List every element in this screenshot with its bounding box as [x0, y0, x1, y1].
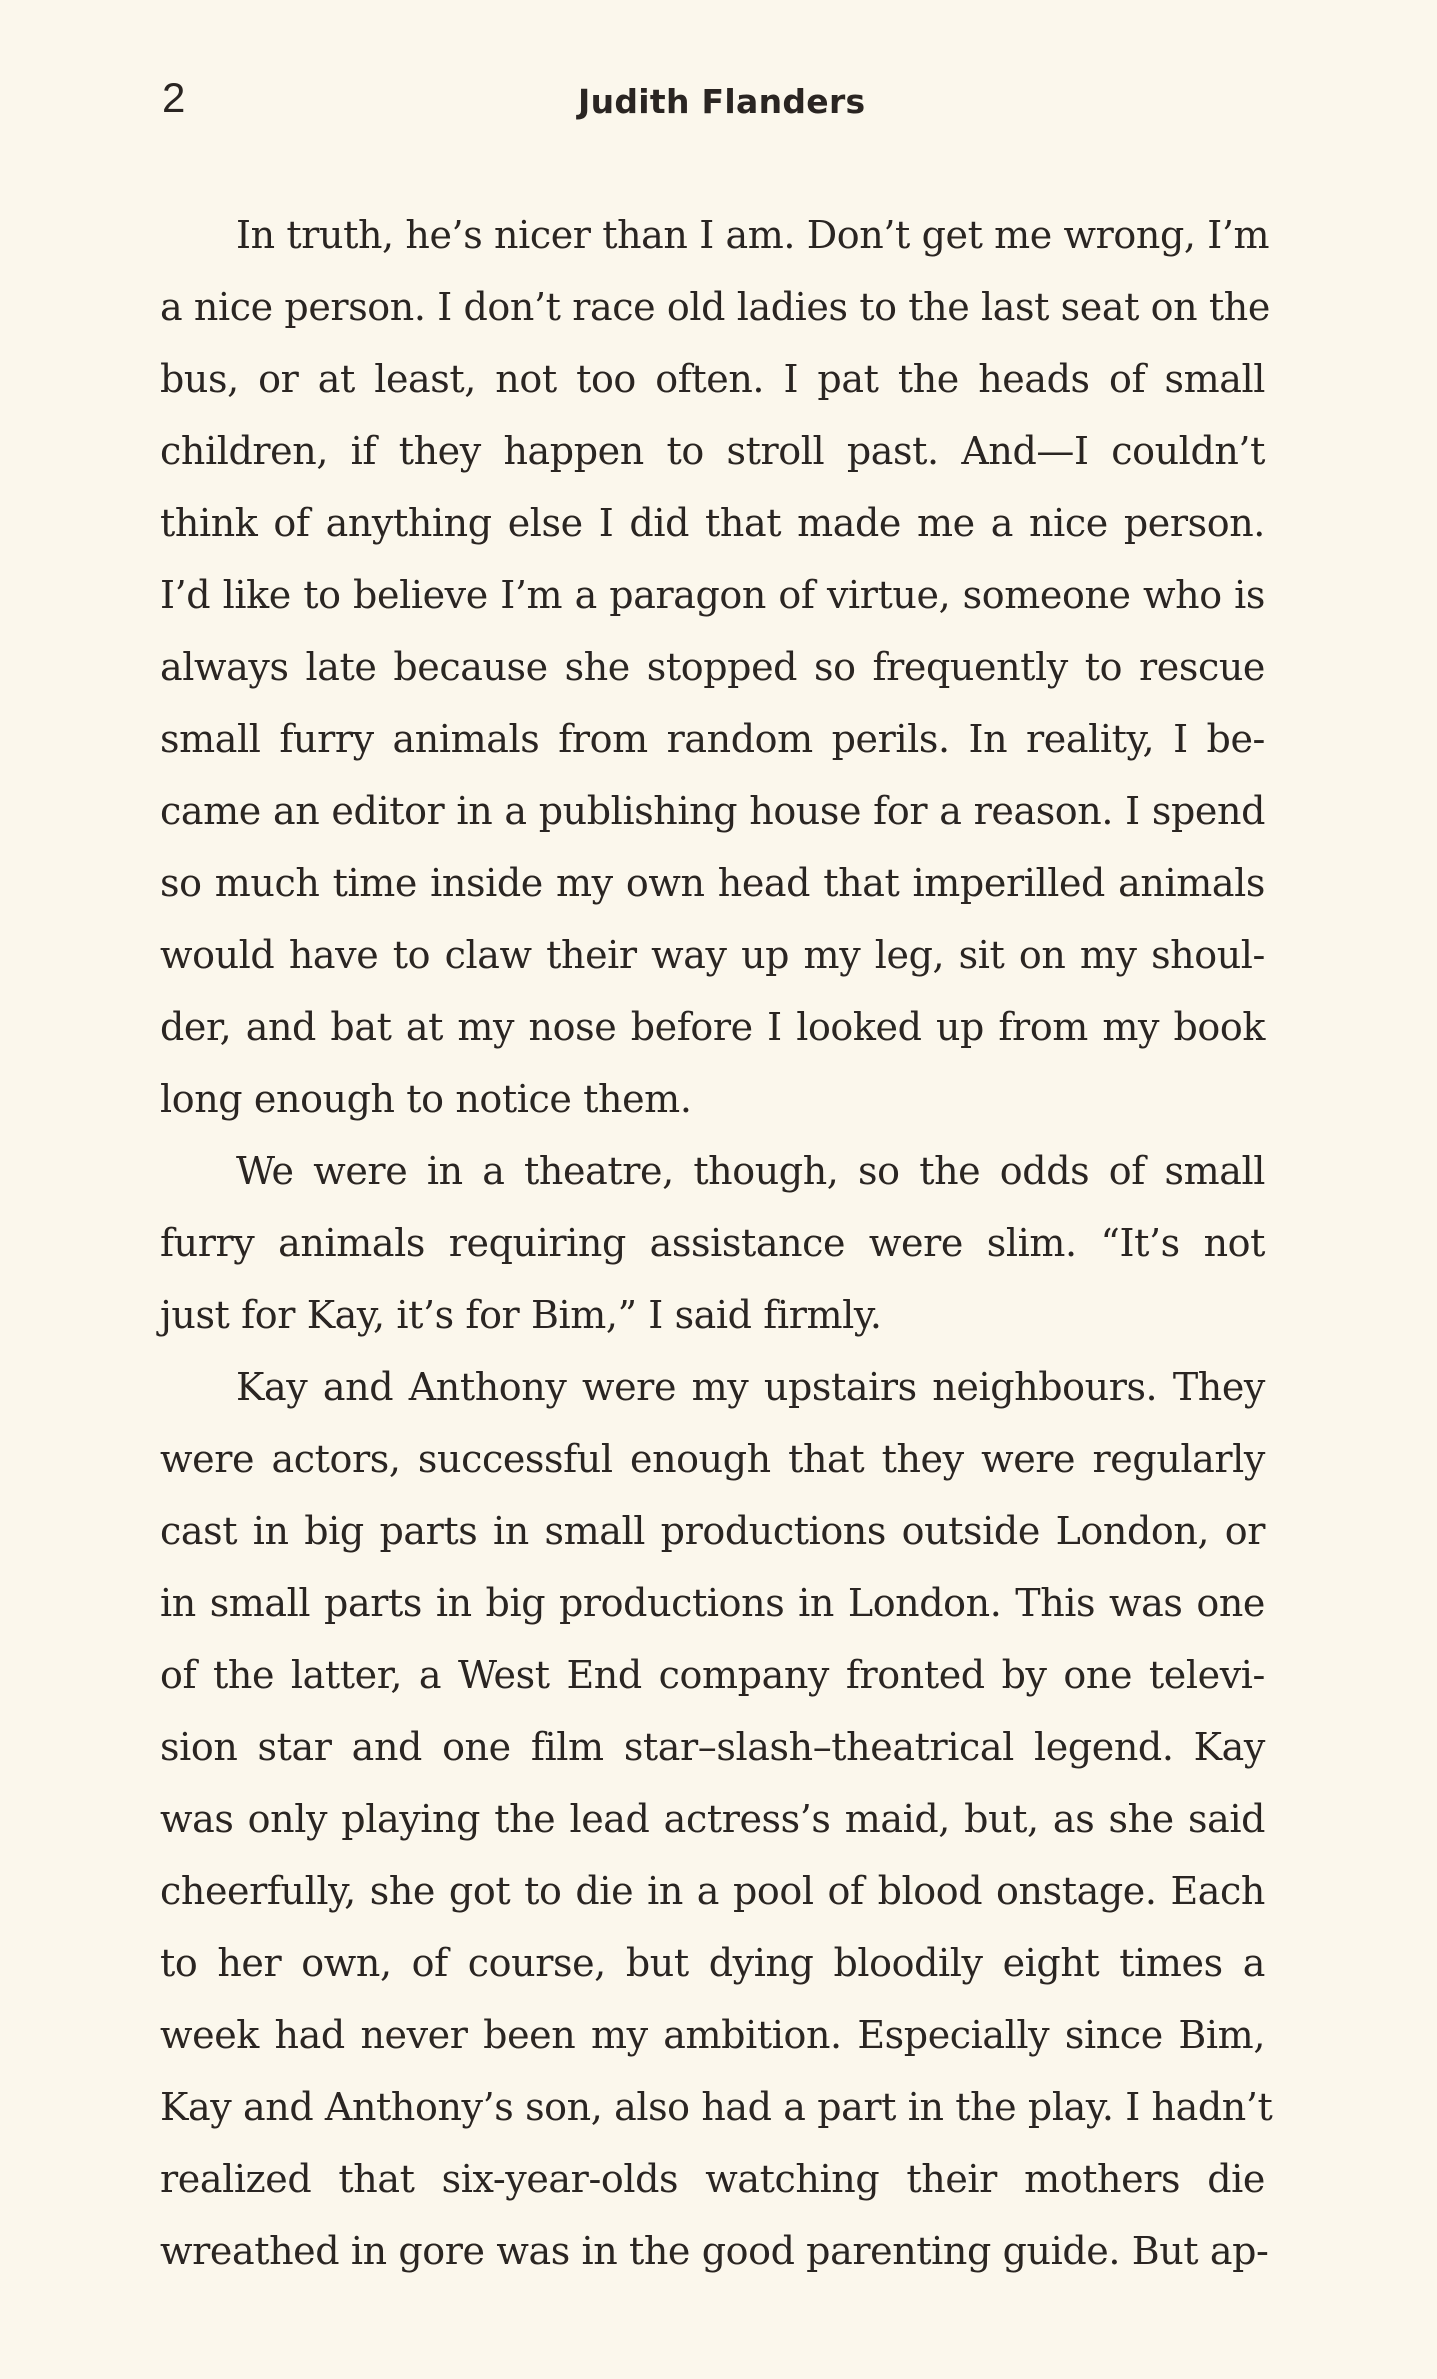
text-line: We were in a theatre, though, so the odds of small — [236, 1149, 1265, 1193]
text-line: realized that six-year-olds watching their mothers die — [160, 2157, 1265, 2201]
text-line: children, if they happen to stroll past. And—I couldn’t — [160, 429, 1265, 473]
text-line: small furry animals from random perils. In reality, I be- — [160, 717, 1265, 761]
text-line: came an editor in a publishing house for a reason. I spend — [160, 789, 1265, 833]
text-line: cheerfully, she got to die in a pool of blood onstage. Each — [160, 1869, 1265, 1913]
text-line: so much time inside my own head that imperilled animals — [160, 861, 1265, 905]
text-line: In truth, he’s nicer than I am. Don’t get me wrong, I’m — [236, 213, 1270, 257]
text-line: always late because she stopped so frequently to rescue — [160, 645, 1265, 689]
text-line: was only playing the lead actress’s maid, but, as she said — [160, 1797, 1265, 1841]
running-head — [0, 68, 1437, 128]
text-line: to her own, of course, but dying bloodily eight times a — [160, 1941, 1265, 1985]
text-line: cast in big parts in small productions outside London, or — [160, 1509, 1265, 1553]
page-number: 2 — [162, 74, 186, 121]
text-line: der, and bat at my nose before I looked up from my book — [160, 1005, 1265, 1049]
text-line: Kay and Anthony’s son, also had a part in the play. I hadn’t — [160, 2085, 1273, 2129]
text-line: I’d like to believe I’m a paragon of virtue, someone who is — [160, 573, 1265, 617]
text-line: wreathed in gore was in the good parenting guide. But ap- — [160, 2229, 1269, 2273]
text-line: would have to claw their way up my leg, sit on my shoul- — [160, 933, 1265, 977]
text-line: Kay and Anthony were my upstairs neighbours. They — [236, 1365, 1265, 1409]
text-line: long enough to notice them. — [160, 1077, 692, 1121]
running-head-author: Judith Flanders — [578, 82, 866, 121]
text-line: bus, or at least, not too often. I pat the heads of small — [160, 357, 1265, 401]
body-text — [160, 199, 1273, 2287]
text-line: were actors, successful enough that they were regularly — [160, 1437, 1265, 1481]
text-line: a nice person. I don’t race old ladies to the last seat on the — [160, 285, 1270, 329]
text-line: of the latter, a West End company fronted by one televi- — [160, 1653, 1265, 1697]
text-line: furry animals requiring assistance were slim. “It’s not — [160, 1221, 1265, 1265]
text-line: think of anything else I did that made me a nice person. — [160, 501, 1265, 545]
text-line: just for Kay, it’s for Bim,” I said firmly. — [160, 1293, 882, 1337]
text-line: week had never been my ambition. Especially since Bim, — [160, 2013, 1265, 2057]
text-line: in small parts in big productions in London. This was one — [160, 1581, 1265, 1625]
text-line: sion star and one film star–slash–theatrical legend. Kay — [160, 1725, 1265, 1769]
